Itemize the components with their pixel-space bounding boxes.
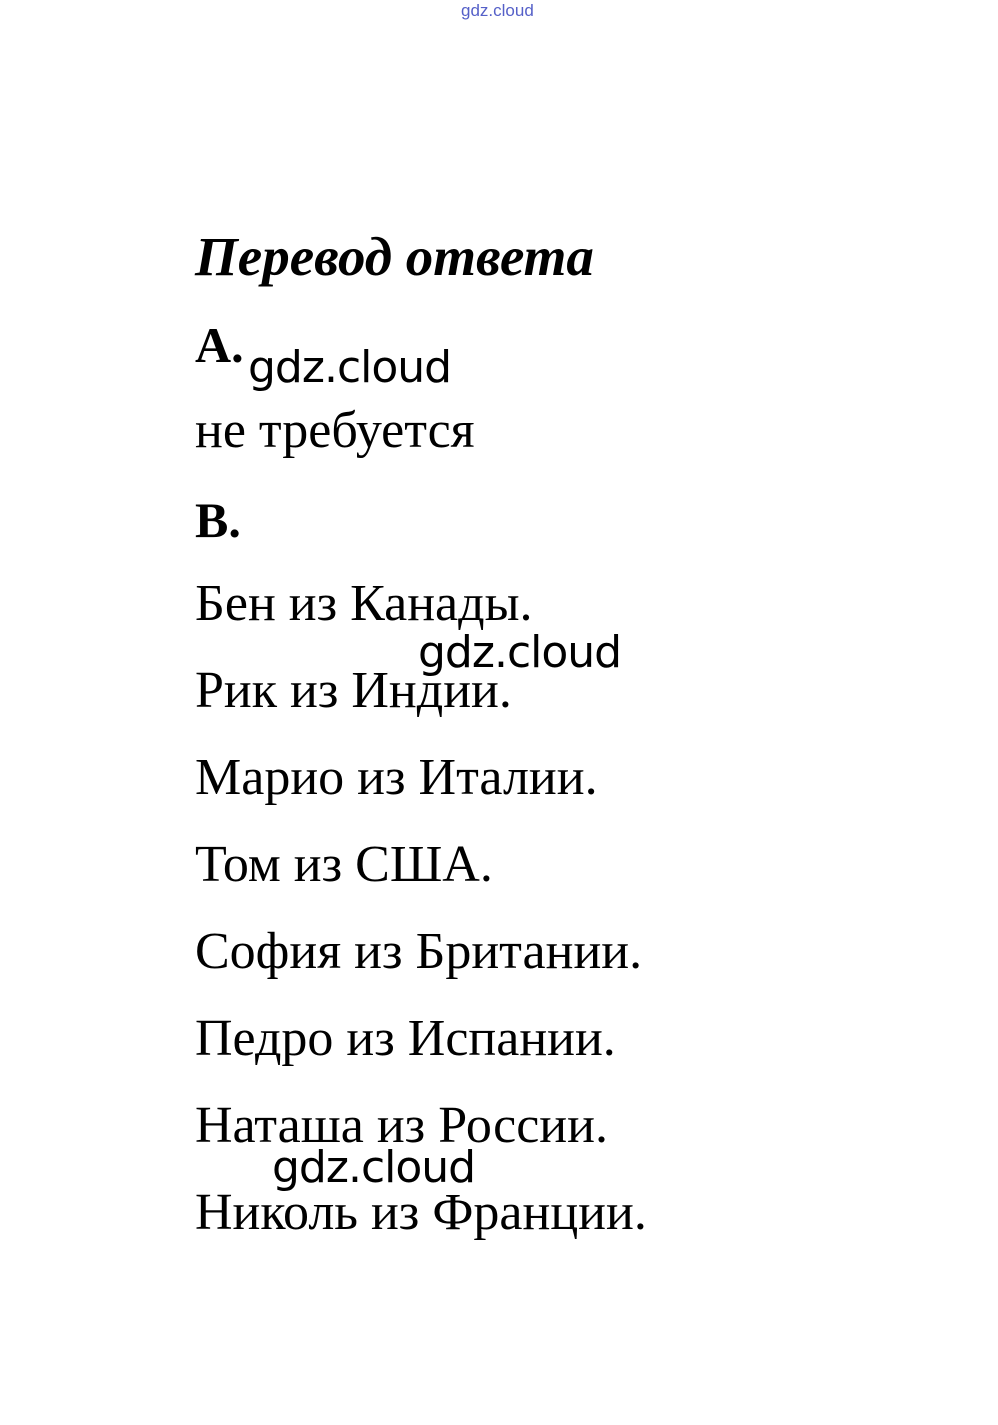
section-b-line-4: Том из США. xyxy=(195,836,493,893)
section-b-line-2: Рик из Индии. xyxy=(195,662,512,719)
section-b-line-5: София из Британии. xyxy=(195,923,643,980)
document-title: Перевод ответа xyxy=(195,226,594,287)
watermark-1: gdz.cloud xyxy=(248,342,452,393)
watermark-3: gdz.cloud xyxy=(272,1142,476,1193)
section-b-label: B. xyxy=(195,492,241,548)
section-b-line-6: Педро из Испании. xyxy=(195,1010,616,1067)
section-a-line: не требуется xyxy=(195,402,475,459)
section-b-line-3: Марио из Италии. xyxy=(195,749,598,806)
watermark-2: gdz.cloud xyxy=(418,627,622,678)
section-b-line-7: Наташа из России. xyxy=(195,1097,608,1154)
section-b-line-8: Николь из Франции. xyxy=(195,1184,647,1241)
watermark-top: gdz.cloud xyxy=(461,1,534,20)
section-a-label: A. xyxy=(195,317,244,373)
section-b-line-1: Бен из Канады. xyxy=(195,575,533,632)
